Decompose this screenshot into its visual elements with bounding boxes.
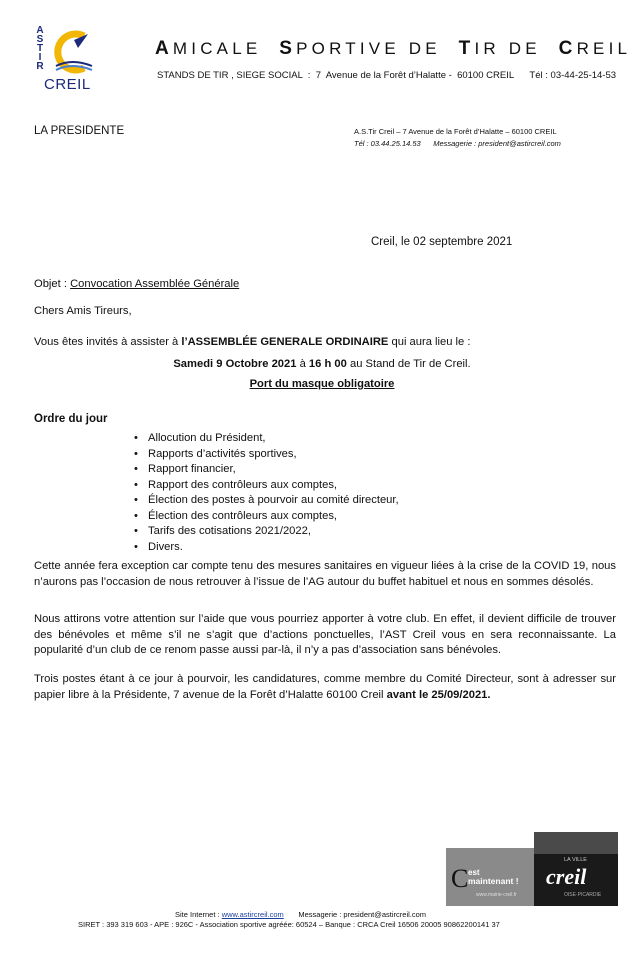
- logo-creil-text: CREIL: [44, 76, 91, 93]
- event-time: 16 h 00: [308, 358, 347, 370]
- club-address: STANDS DE TIR , SIEGE SOCIAL : 7 Avenue de la Forêt d’Halatte - 60100 CREIL Tél : 03-44-25-14-53: [157, 70, 617, 81]
- title-initial: S: [279, 38, 297, 59]
- sender-contact: Tél : 03.44.25.14.53 Messagerie : president@astircreil.com: [354, 139, 561, 148]
- logo-letter: I: [38, 52, 42, 63]
- from-label: LA PRESIDENTE: [34, 125, 125, 137]
- candidates-text: Trois postes étant à ce jour à pourvoir, les candidatures, comme membre du Comité Directeur, sont à adresser sur papier libre à la Présidente, 7 avenue de la Forêt d’Halatte 60100 Creil: [34, 673, 616, 701]
- logo-b-name: creil: [546, 864, 587, 889]
- invite-text: Vous êtes invités à assister à: [34, 336, 182, 348]
- title-initial: A: [155, 38, 173, 59]
- logo-c-icon: [48, 28, 96, 76]
- sender-address: A.S.Tir Creil – 7 Avenue de la Forêt d’Halatte – 60100 CREIL: [354, 127, 557, 136]
- agenda-item: • Allocution du Président,: [134, 431, 399, 447]
- agenda-item: • Élection des postes à pourvoir au comité directeur,: [134, 493, 399, 509]
- candidates-deadline: avant le 25/09/2021.: [386, 688, 491, 701]
- ville-creil-logo: [534, 832, 618, 906]
- footer-site-label: Site Internet :: [175, 910, 222, 919]
- logo-a-text: est: [468, 868, 480, 877]
- title-word: MICALE: [172, 39, 280, 58]
- invite-text: qui aura lieu le :: [388, 336, 471, 348]
- mask-notice: Port du masque obligatoire: [249, 378, 395, 390]
- logo-b-top-text: LA VILLE: [564, 857, 587, 863]
- footer-siret: SIRET : 393 319 603 - APE : 926C - Association sportive agréée: 60524 – Banque : CRCA Creil 16506 20005 90862200141 37: [78, 920, 500, 929]
- event-date: Samedi 9 Octobre 2021: [173, 358, 297, 370]
- agenda-list: [134, 431, 399, 555]
- logo-letters: [34, 26, 46, 71]
- logo-letter: R: [36, 61, 44, 72]
- invite-event-name: l’ASSEMBLÉE GENERALE ORDINAIRE: [181, 336, 389, 348]
- logo-b-band: [534, 832, 618, 854]
- logo-letter: S: [36, 34, 44, 45]
- event-date-line: [0, 358, 644, 370]
- title-word: PORTIVE DE: [296, 39, 459, 58]
- title-word: IR DE: [474, 39, 559, 58]
- paragraph-candidates: [34, 672, 616, 703]
- agenda-item: • Tarifs des cotisations 2021/2022,: [134, 524, 399, 540]
- agenda-item: • Rapport financier,: [134, 462, 399, 478]
- title-word: REIL: [576, 39, 632, 58]
- logo-letter: T: [36, 43, 44, 54]
- subject-line: [34, 278, 239, 290]
- footer-contact: [175, 910, 426, 919]
- logo-a-url: www.mairie-creil.fr: [476, 892, 517, 898]
- subject-label: Objet :: [34, 278, 71, 290]
- website-link[interactable]: www.astircreil.com: [221, 910, 284, 919]
- paragraph-covid: Cette année fera exception car compte tenu des mesures sanitaires en vigueur liées à la crise de la COVID 19, nous n’aurons pas l’occasion de nous retrouver à l’issue de l’AG autour du buffet habituel et nous en sommes désolés.: [34, 560, 616, 588]
- sender-info: [354, 126, 561, 150]
- agenda-item: • Élection des contrôleurs aux comptes,: [134, 509, 399, 525]
- agenda-item: • Rapports d’activités sportives,: [134, 447, 399, 463]
- agenda-item: • Divers.: [134, 540, 399, 556]
- subject-value: Convocation Assemblée Générale: [70, 278, 240, 290]
- event-text: à: [296, 358, 309, 370]
- salutation: Chers Amis Tireurs,: [34, 305, 132, 317]
- invitation-line: [34, 336, 470, 348]
- footer-mail: Messagerie : president@astircreil.com: [283, 910, 427, 919]
- club-logo: [34, 26, 98, 92]
- logo-a-text: maintenant !: [468, 876, 519, 886]
- logo-letter: A: [36, 25, 44, 36]
- event-place: au Stand de Tir de Creil.: [346, 358, 471, 370]
- title-initial: C: [558, 38, 577, 59]
- agenda-title: Ordre du jour: [34, 413, 108, 425]
- title-initial: T: [458, 38, 475, 59]
- logo-b-sub: OISE·PICARDIE: [564, 892, 602, 898]
- paragraph-volunteers: Nous attirons votre attention sur l’aide que vous pourriez apporter à votre club. En effet, il devient difficile de trouver des bénévoles et même s’il ne s’agit que d’actions ponctuelles, l’AST Creil vous en sera reconnaissante. La popularité d’un club de ce renom passe aussi par-là, il n’y a pas d’association sans bénévoles.: [34, 613, 616, 656]
- logo-a-letter: C: [451, 864, 469, 893]
- club-title: [155, 38, 631, 60]
- creil-maintenant-logo: [446, 848, 534, 906]
- letter-date: Creil, le 02 septembre 2021: [371, 236, 513, 248]
- agenda-item: • Rapport des contrôleurs aux comptes,: [134, 478, 399, 494]
